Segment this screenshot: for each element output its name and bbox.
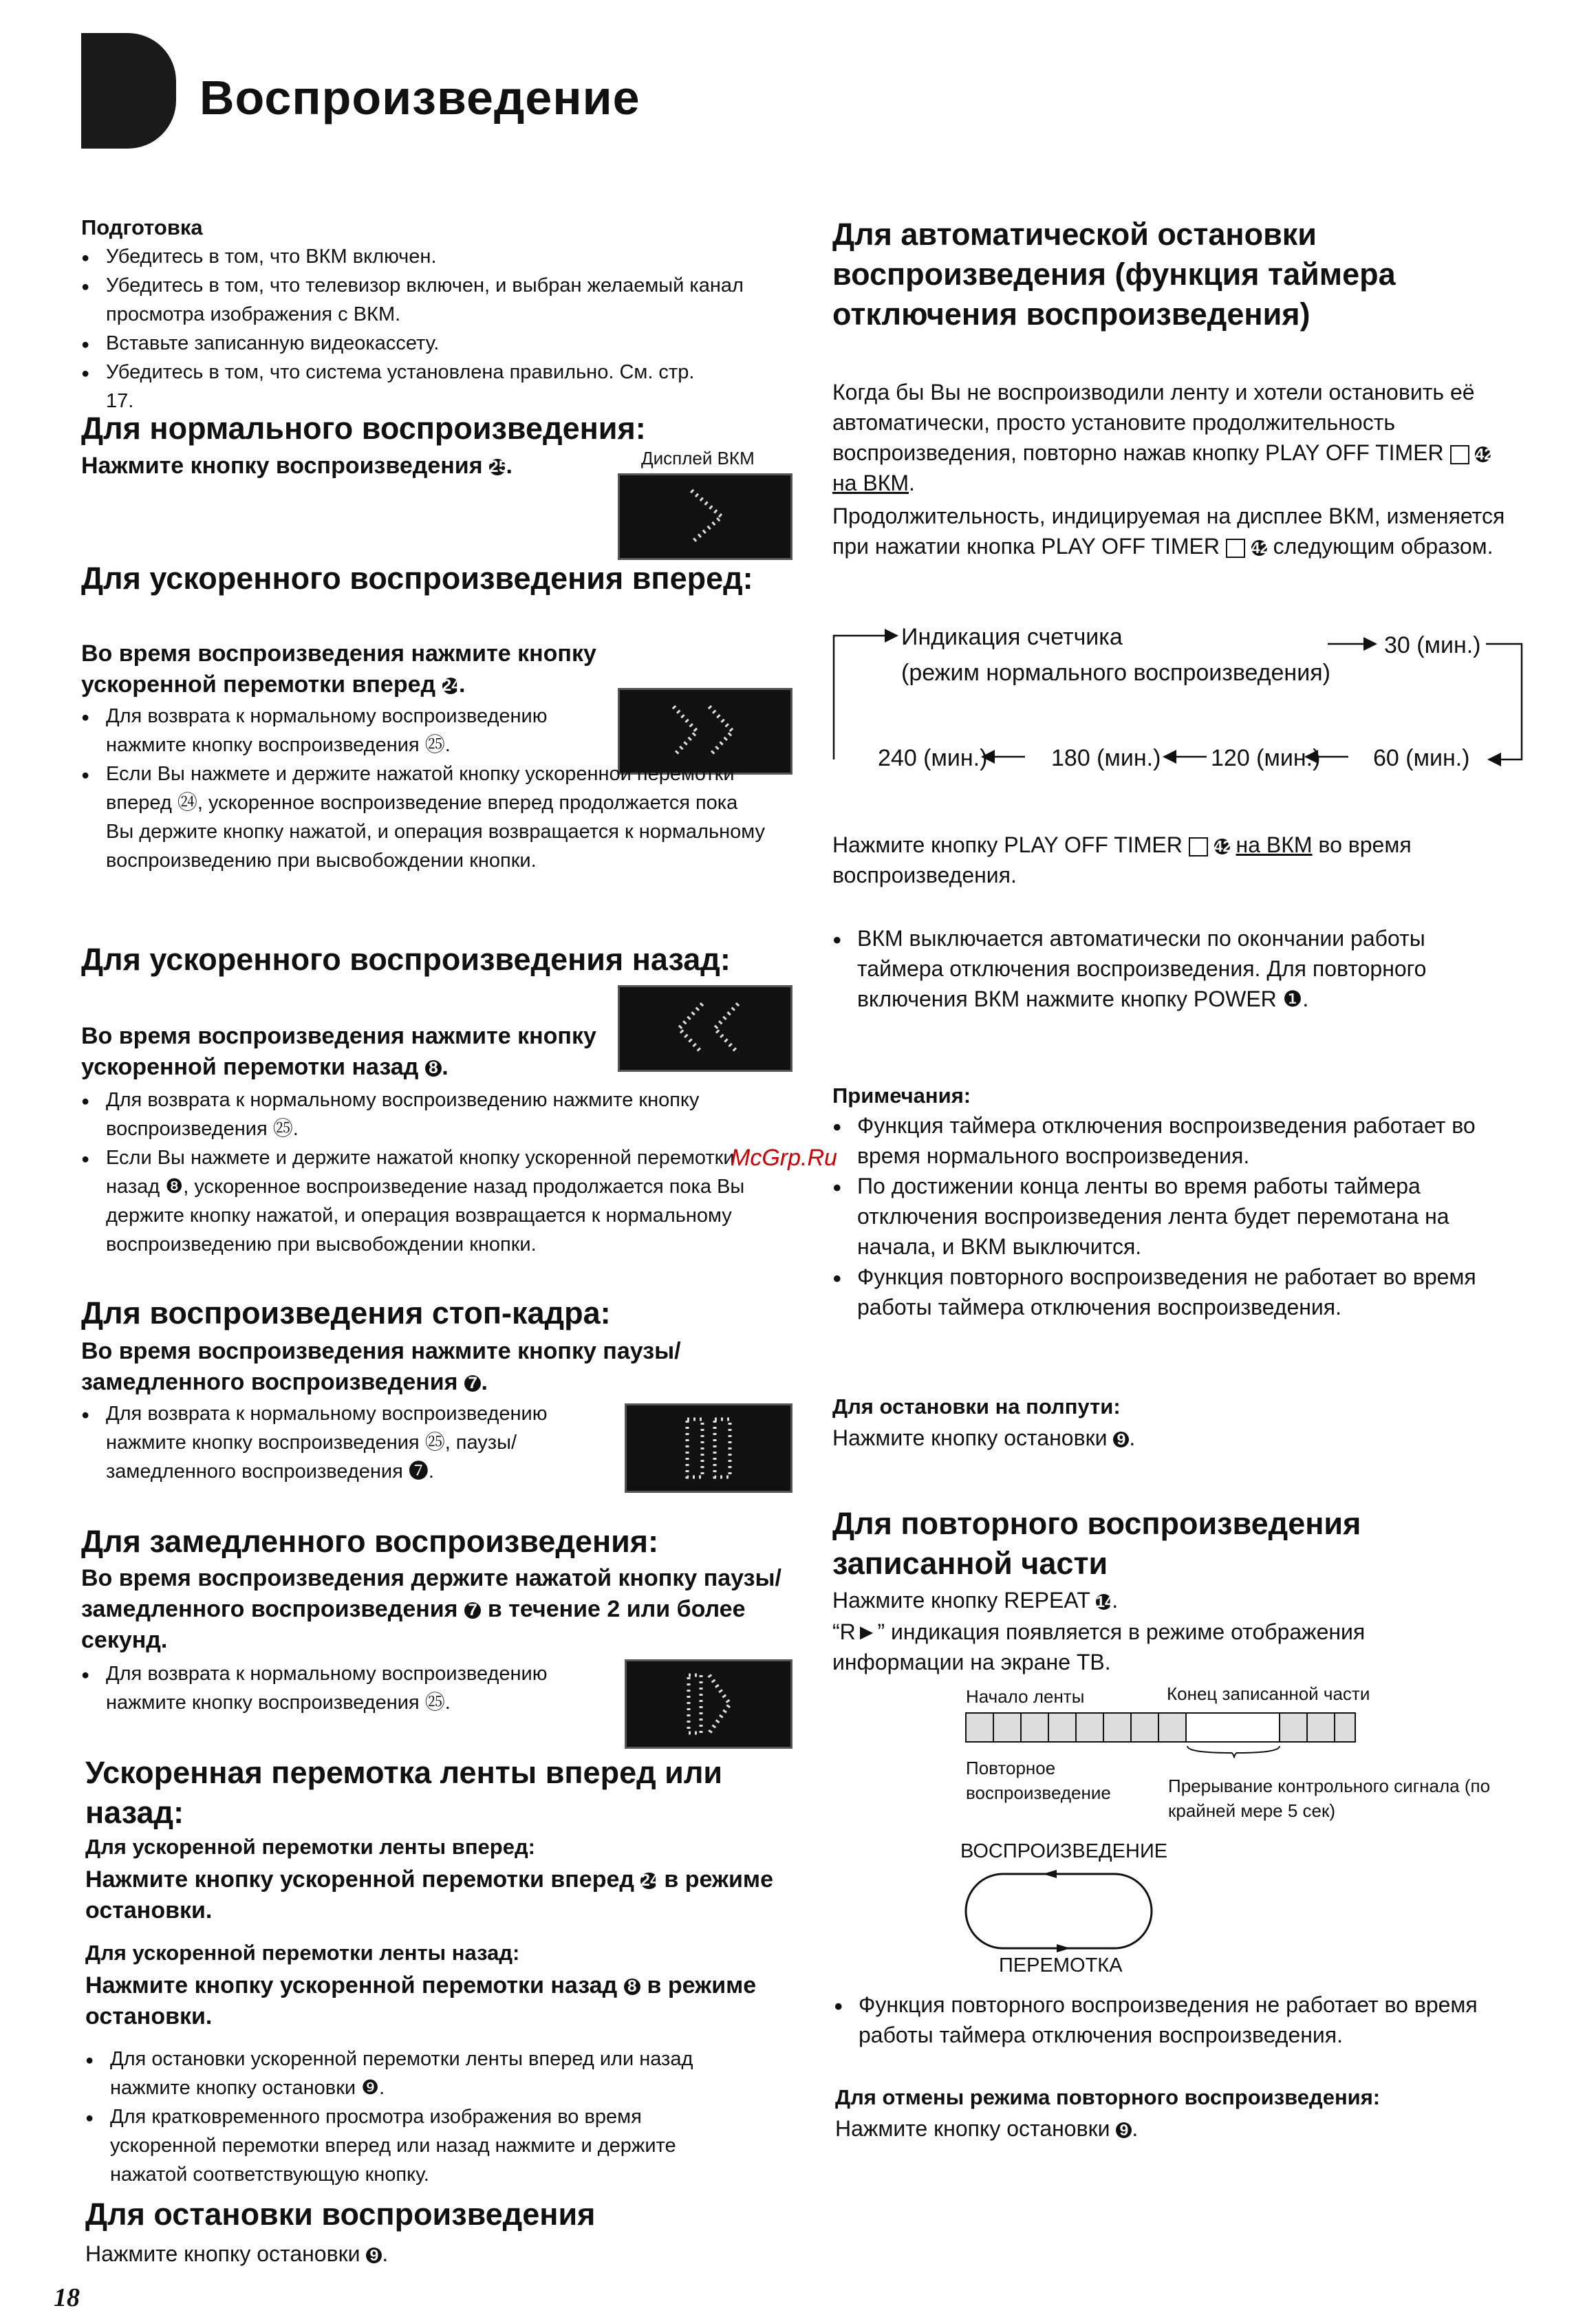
- break-label: Прерывание контрольного сигнала (по крайней мере 5 сек): [1168, 1776, 1491, 1821]
- rec-end-label: Конец записанной части: [1167, 1683, 1370, 1704]
- wind-back-text: Нажмите кнопку ускоренной перемотки назад: [85, 1972, 618, 1998]
- lcd-play: [618, 473, 792, 560]
- wind-fwd-title: Для ускоренной перемотки ленты вперед:: [85, 1835, 535, 1859]
- rew-instruction: Во время воспроизведения нажмите кнопку ускоренной перемотки назад 8 .: [81, 1023, 596, 1080]
- on-vcr-link: на ВКМ: [832, 471, 909, 495]
- repeat-line2: “R►” индикация появляется в режиме отображения информации на экране ТВ.: [832, 1619, 1366, 1674]
- slow-indicator-icon: [627, 1661, 790, 1747]
- list-item: ● Если Вы нажмете и держите нажатой кнопку ускоренной перемотки назад ❽, ускоренное воспроизведение назад продолжается пока Вы держите кнопку нажатой, и операция возвращается к нормальному воспроизведению при высвобождении кнопки.: [81, 1143, 769, 1259]
- repeat-line1: Нажмите кнопку REPEAT 14.: [832, 1588, 1119, 1613]
- slow-text-b: в течение 2 или более секунд.: [81, 1596, 746, 1653]
- pause-indicator-icon: [627, 1405, 790, 1491]
- cycle-60: 60 (мин.): [1373, 745, 1470, 771]
- list-item: ● Убедитесь в том, что телевизор включен, и выбран желаемый канал просмотра изображения с ВКМ.: [81, 271, 797, 329]
- halfway-text-label: Нажмите кнопку остановки: [832, 1425, 1108, 1450]
- cycle-180: 180 (мин.): [1051, 745, 1161, 771]
- button-number: 42: [1475, 445, 1493, 464]
- slow-instruction: [81, 1563, 797, 1656]
- button-number: 7: [464, 1602, 481, 1619]
- list-item: ● Для возврата к нормальному воспроизведению нажмите кнопку воспроизведения ㉕.: [81, 1086, 769, 1143]
- wind-back-instruction: [85, 1970, 773, 2032]
- cycle-120: 120 (мин.): [1211, 745, 1321, 771]
- button-number: 9: [1113, 1432, 1129, 1447]
- button-number: 8: [425, 1060, 442, 1077]
- list-item: ● Вставьте записанную видеокассету.: [81, 329, 797, 358]
- wind-list: [85, 2045, 746, 2189]
- button-number: 42: [1251, 539, 1269, 557]
- list-item: ● Для кратковременного просмотра изображения во время ускоренной перемотки вперед или назад нажмите и держите нажатой соответствующую кнопку.: [85, 2102, 746, 2189]
- prep-heading: Подготовка: [81, 215, 203, 239]
- timer-heading: Для автоматической остановки воспроизведения (функция таймера отключения воспроизведения): [832, 217, 1396, 332]
- lcd-rew: [618, 985, 792, 1072]
- still-heading: Для воспроизведения стоп-кадра:: [81, 1295, 611, 1330]
- watermark: McGrp.Ru: [731, 1145, 837, 1171]
- button-number: 7: [464, 1375, 481, 1392]
- still-instruction: Во время воспроизведения нажмите кнопку паузы/замедленного воспроизведения 7 .: [81, 1338, 681, 1395]
- button-number: 14: [1096, 1593, 1114, 1611]
- wind-back-text-b: в режиме остановки.: [85, 1972, 757, 2029]
- timer-icon: [1450, 445, 1469, 464]
- slow-heading: Для замедленного воспроизведения:: [81, 1524, 659, 1559]
- wind-fwd-text-b: в режиме остановки.: [85, 1866, 773, 1923]
- repeat-list: [834, 1990, 1522, 2050]
- list-item: ● По достижении конца ленты во время работы таймера отключения воспроизведения лента будет перемотана на начала, и ВКМ выключится.: [832, 1171, 1493, 1262]
- list-item: ● ВКМ выключается автоматически по окончании работы таймера отключения воспроизведения. Для повторного включения ВКМ нажмите кнопку POWER ❶.: [832, 923, 1493, 1014]
- wind-fwd-instruction: [85, 1864, 773, 1926]
- lcd-still: [625, 1403, 792, 1493]
- list-item: ● Если Вы нажмете и держите нажатой кнопку ускоренной перемотки вперед ㉔, ускоренное воспроизведение вперед продолжается пока Вы держите кнопку нажатой, и операция возвращается к нормальному воспроизведению при высвобождении кнопки.: [81, 759, 769, 875]
- timer-p2-text: Продолжительность, индицируемая на дисплее ВКМ, изменяется при нажатии кнопка PLAY OFF TIMER: [832, 504, 1505, 559]
- timer-list: [832, 923, 1493, 1014]
- rew-list: [81, 1086, 769, 1259]
- button-number: 24: [640, 1871, 660, 1890]
- notes-list: [832, 1110, 1493, 1322]
- timer-p1-text: Когда бы Вы не воспроизводили ленту и хотели остановить её автоматически, просто установите продолжительность воспроизведения, повторно нажав кнопку PLAY OFF TIMER: [832, 380, 1475, 465]
- halfway-heading: Для остановки на полпути:: [832, 1394, 1121, 1419]
- list-item: ● Функция таймера отключения воспроизведения работает во время нормального воспроизведения.: [832, 1110, 1493, 1171]
- rew-text: Во время воспроизведения нажмите кнопку ускоренной перемотки назад: [81, 1023, 596, 1080]
- list-item: ● Функция повторного воспроизведения не работает во время работы таймера отключения воспроизведения.: [834, 1990, 1522, 2050]
- normal-text: Нажмите кнопку воспроизведения: [81, 453, 483, 479]
- repeat-heading: Для повторного воспроизведения записанной части: [832, 1506, 1361, 1581]
- play-label: ВОСПРОИЗВЕДЕНИЕ: [960, 1840, 1168, 1862]
- prep-list: [81, 242, 797, 416]
- on-vcr-link: на ВКМ: [1236, 832, 1313, 857]
- rewind-label: ПЕРЕМОТКА: [999, 1954, 1123, 1976]
- timer-p1: Когда бы Вы не воспроизводили ленту и хотели остановить её автоматически, просто установите продолжительность воспроизведения, повторно нажав кнопку PLAY OFF TIMER 42 на ВКМ.: [832, 380, 1493, 495]
- cancel-title: Для отмены режима повторного воспроизведения:: [835, 2085, 1381, 2109]
- cancel-text: Нажмите кнопку остановки 9 .: [835, 2116, 1139, 2141]
- ff-heading: Для ускоренного воспроизведения вперед:: [81, 561, 753, 596]
- slow-list: [81, 1659, 590, 1717]
- list-item: ● Функция повторного воспроизведения не работает во время работы таймера отключения воспроизведения.: [832, 1262, 1493, 1322]
- ff-text: Во время воспроизведения нажмите кнопку ускоренной перемотки вперед: [81, 640, 596, 698]
- button-number: 9: [366, 2248, 382, 2263]
- still-text: Во время воспроизведения нажмите кнопку паузы/замедленного воспроизведения: [81, 1338, 681, 1395]
- timer-p2-text-b: следующим образом.: [1273, 534, 1493, 559]
- ff-instruction: Во время воспроизведения нажмите кнопку ускоренной перемотки вперед 24.: [81, 640, 596, 698]
- list-item: ● Для остановки ускоренной перемотки ленты вперед или назад нажмите кнопку остановки ❾.: [85, 2045, 746, 2102]
- display-label: Дисплей ВКМ: [641, 448, 755, 468]
- page-number: 18: [54, 2283, 80, 2312]
- stop-text-label: Нажмите кнопку остановки: [85, 2241, 360, 2266]
- timer-icon: [1189, 837, 1208, 856]
- section-tab: [81, 33, 176, 149]
- cycle-30: 30 (мин.): [1384, 632, 1481, 658]
- still-list: [81, 1399, 590, 1486]
- button-number: 25: [489, 457, 508, 476]
- list-item: ● Для возврата к нормальному воспроизведению нажмите кнопку воспроизведения ㉕, паузы/замедленного воспроизведения ❼.: [81, 1399, 590, 1486]
- rew-heading: Для ускоренного воспроизведения назад:: [81, 942, 731, 977]
- slow-text: Во время воспроизведения держите нажатой кнопку паузы/замедленного воспроизведения: [81, 1565, 782, 1622]
- tape-start-label: Начало ленты: [966, 1686, 1085, 1707]
- timer-icon: [1226, 539, 1245, 558]
- ff-list: [81, 702, 769, 875]
- normal-heading: Для нормального воспроизведения:: [81, 411, 646, 446]
- wind-back-title: Для ускоренной перемотки ленты назад:: [85, 1941, 520, 1965]
- stop-heading: Для остановки воспроизведения: [85, 2197, 596, 2232]
- wind-fwd-text: Нажмите кнопку ускоренной перемотки вперед: [85, 1866, 634, 1893]
- normal-instruction: Нажмите кнопку воспроизведения 25.: [81, 453, 513, 479]
- cycle-counter: Индикация счетчика: [901, 624, 1123, 650]
- timer-press-text: Нажмите кнопку PLAY OFF TIMER: [832, 832, 1183, 857]
- timer-p2: [832, 501, 1520, 561]
- rewind-icon: [620, 987, 790, 1070]
- repeat-line1-text: Нажмите кнопку REPEAT: [832, 1588, 1090, 1613]
- cycle-normal: (режим нормального воспроизведения): [901, 660, 1330, 686]
- tape-diagram: [963, 1710, 1362, 1758]
- cycle-240: 240 (мин.): [878, 745, 988, 771]
- button-number: 42: [1214, 837, 1232, 856]
- repeat-play-label: Повторное воспроизведение: [966, 1758, 1111, 1803]
- wind-heading: Ускоренная перемотка ленты вперед или назад:: [85, 1755, 723, 1830]
- timer-press: [832, 830, 1520, 890]
- play-indicator-icon: [620, 475, 790, 558]
- timer-press-text-b: во время воспроизведения.: [832, 832, 1412, 887]
- list-item: ● Убедитесь в том, что система установлена правильно. См. стр. 17.: [81, 358, 698, 416]
- button-number: 9: [1116, 2122, 1132, 2138]
- lcd-slow: [625, 1659, 792, 1749]
- halfway-text: Нажмите кнопку остановки 9 .: [832, 1425, 1136, 1450]
- list-item: ● Для возврата к нормальному воспроизведению нажмите кнопку воспроизведения ㉕.: [81, 1659, 590, 1717]
- page-title: Воспроизведение: [200, 71, 640, 125]
- button-number: 8: [624, 1979, 640, 1995]
- repeat-loop-diagram: [960, 1864, 1160, 1961]
- cancel-text-label: Нажмите кнопку остановки: [835, 2116, 1110, 2141]
- notes-title: Примечания:: [832, 1084, 971, 1108]
- stop-text: Нажмите кнопку остановки 9 .: [85, 2241, 389, 2266]
- list-item: ● Убедитесь в том, что ВКМ включен.: [81, 242, 797, 271]
- list-item: ● Для возврата к нормальному воспроизведению нажмите кнопку воспроизведения ㉕.: [81, 702, 587, 759]
- button-number: 24: [442, 676, 461, 695]
